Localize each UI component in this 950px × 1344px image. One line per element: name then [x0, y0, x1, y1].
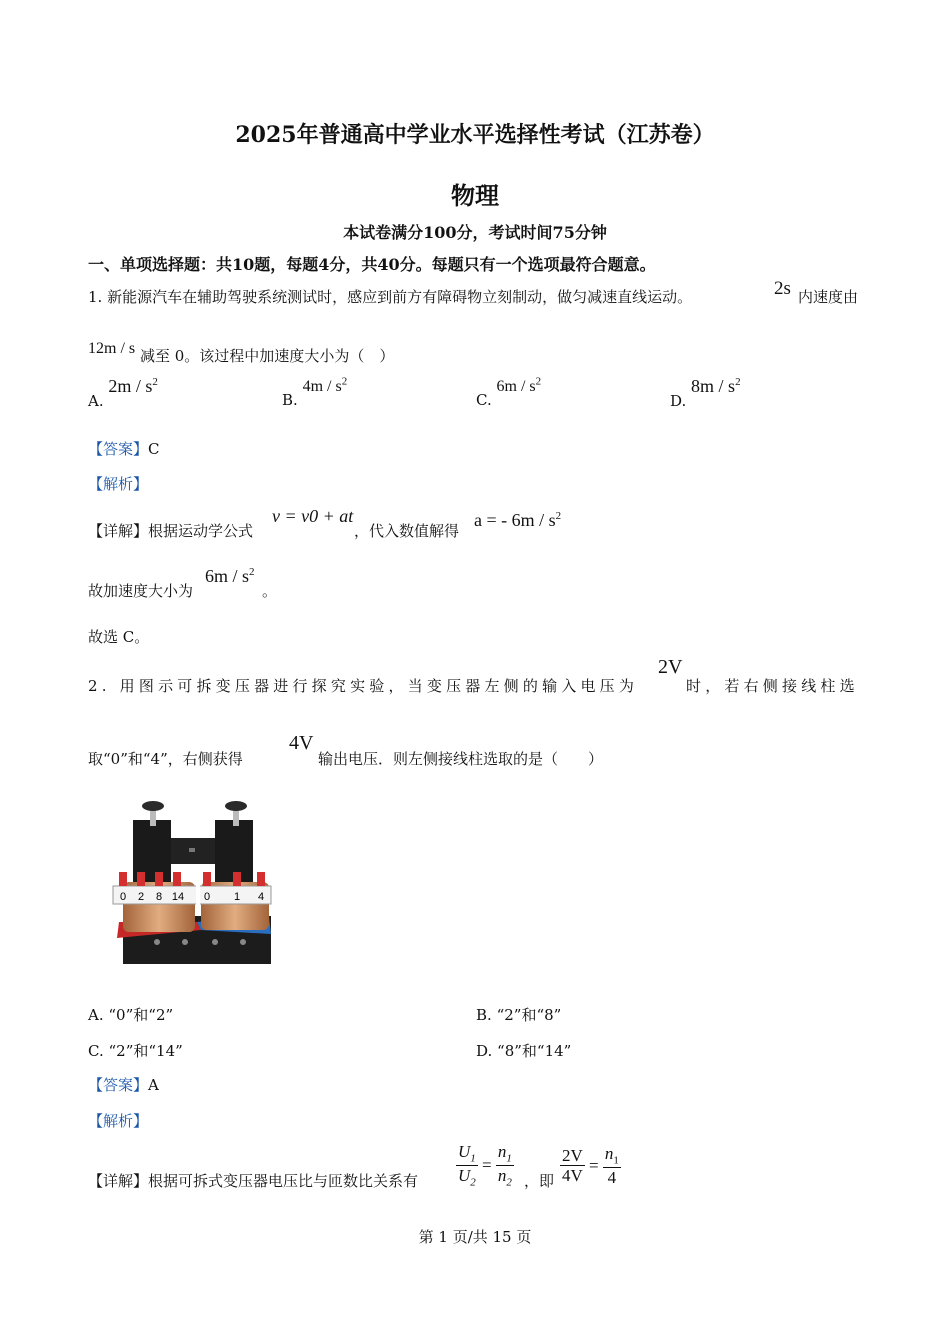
option-label: B.	[282, 391, 298, 410]
q1-line1	[88, 286, 692, 307]
q1-text-a: 1. 新能源汽车在辅助驾驶系统测试时，感应到前方有障碍物立刻制动，做匀减速直线运动。	[88, 288, 693, 306]
q2-math-input: 2V	[658, 656, 683, 678]
q2-option-d[interactable]	[476, 1040, 571, 1061]
terminal-label-strip	[113, 886, 271, 904]
option-value: 2m / s	[108, 376, 153, 396]
left-terminal-8: 8	[155, 891, 163, 903]
right-terminal-1: 1	[233, 891, 241, 903]
option-label: A.	[88, 392, 104, 410]
answer-tag: 【答案】	[88, 440, 149, 458]
option-label: C.	[476, 391, 492, 410]
option-value: 6m / s	[496, 378, 536, 396]
answer-tag: 【答案】	[88, 1076, 149, 1094]
option-label: C.	[88, 1042, 104, 1060]
subject-title: 物理	[451, 181, 499, 210]
q1-detail	[88, 520, 253, 541]
q2-option-c[interactable]	[88, 1040, 183, 1061]
q2-text-a: 2. 用图示可拆变压器进行探究实验，当变压器左侧的输入电压为	[88, 677, 639, 695]
q2-option-a[interactable]	[88, 1004, 173, 1025]
q1-option-a[interactable]: A. $2m / s^2$	[88, 376, 158, 410]
q1-text-b: 内速度由	[798, 288, 859, 306]
q1-result: a = - $6m / s^2$	[474, 510, 562, 530]
q1-option-c[interactable]: C. $6m / s^2$	[476, 376, 542, 410]
detail-text-a: 根据运动学公式	[148, 522, 254, 540]
option-value: 8m / s	[691, 376, 736, 396]
detail-tag: 【详解】	[88, 522, 149, 540]
option-label: D.	[670, 392, 687, 410]
section-heading: 一、单项选择题：共10题，每题4分，共40分。每题只有一个选项最符合题意。	[88, 255, 656, 274]
q2-detail	[88, 1170, 418, 1191]
q2-text-b: 时，若右侧接线柱选	[686, 677, 859, 695]
q1-math-time: 2s	[774, 278, 791, 299]
q1-formula: v = v0 + at	[272, 506, 354, 526]
right-terminal-4: 4	[257, 891, 265, 903]
option-value: “2”和“14”	[108, 1042, 183, 1060]
left-screw-knob-icon	[142, 801, 164, 811]
q1-choice: 故选 C。	[88, 628, 150, 646]
q2-ratio-values: $\frac{2V}{4V}$ = $\frac{n_1}{4}$	[562, 1144, 619, 1188]
answer-value: C	[148, 440, 160, 458]
q1-option-d[interactable]: D. $8m / s^2$	[670, 376, 741, 410]
page-footer: 第 1 页/共 15 页	[418, 1228, 532, 1246]
q1-conclusion-end: 。	[262, 582, 278, 600]
q2-detail-b: ，即	[524, 1172, 555, 1190]
option-label: A.	[88, 1006, 104, 1024]
left-terminal-14: 14	[171, 891, 185, 903]
q1-math-speed: 12m / s	[88, 340, 136, 357]
q2-math-output: 4V	[289, 732, 314, 754]
q2-text-c: 取“0”和“4”，右侧获得	[88, 750, 243, 768]
answer-value: A	[148, 1076, 159, 1094]
option-value: “2”和“8”	[496, 1006, 562, 1024]
detail-text-a: 根据可拆式变压器电压比与匝数比关系有	[148, 1172, 419, 1190]
transformer-figure	[105, 798, 277, 966]
q1-conclusion-a: 故加速度大小为	[88, 582, 194, 600]
q1-detail-b: ，代入数值解得	[354, 522, 460, 540]
q2-ratio-formula: $\frac{U_1}{U_2}$ = $\frac{n_1}{n_2}$	[458, 1142, 512, 1189]
option-value: “8”和“14”	[497, 1042, 572, 1060]
q1-text-c: 减至 0。该过程中加速度大小为（ ）	[140, 347, 395, 365]
left-terminal-2: 2	[137, 891, 145, 903]
q1-analysis-tag: 【解析】	[88, 475, 149, 493]
option-value: “0”和“2”	[108, 1006, 174, 1024]
option-label: D.	[476, 1042, 493, 1060]
option-value: 4m / s	[302, 378, 342, 396]
q2-text-d: 输出电压．则左侧接线柱选取的是（ ）	[318, 750, 604, 768]
exam-info: 本试卷满分100分，考试时间75分钟	[343, 223, 607, 242]
q2-answer	[88, 1074, 159, 1095]
right-terminal-0: 0	[203, 891, 211, 903]
q2-analysis-tag: 【解析】	[88, 1112, 149, 1130]
left-terminal-0: 0	[119, 891, 127, 903]
q2-option-b[interactable]	[476, 1004, 561, 1025]
option-label: B.	[476, 1006, 492, 1024]
q1-conclusion-value: $6m / s^2$	[205, 566, 255, 586]
exam-title: 2025年普通高中学业水平选择性考试（江苏卷）	[235, 122, 715, 148]
detail-tag: 【详解】	[88, 1172, 149, 1190]
q1-option-b[interactable]: B. $4m / s^2$	[282, 376, 348, 410]
right-screw-knob-icon	[225, 801, 247, 811]
q1-answer	[88, 438, 160, 459]
